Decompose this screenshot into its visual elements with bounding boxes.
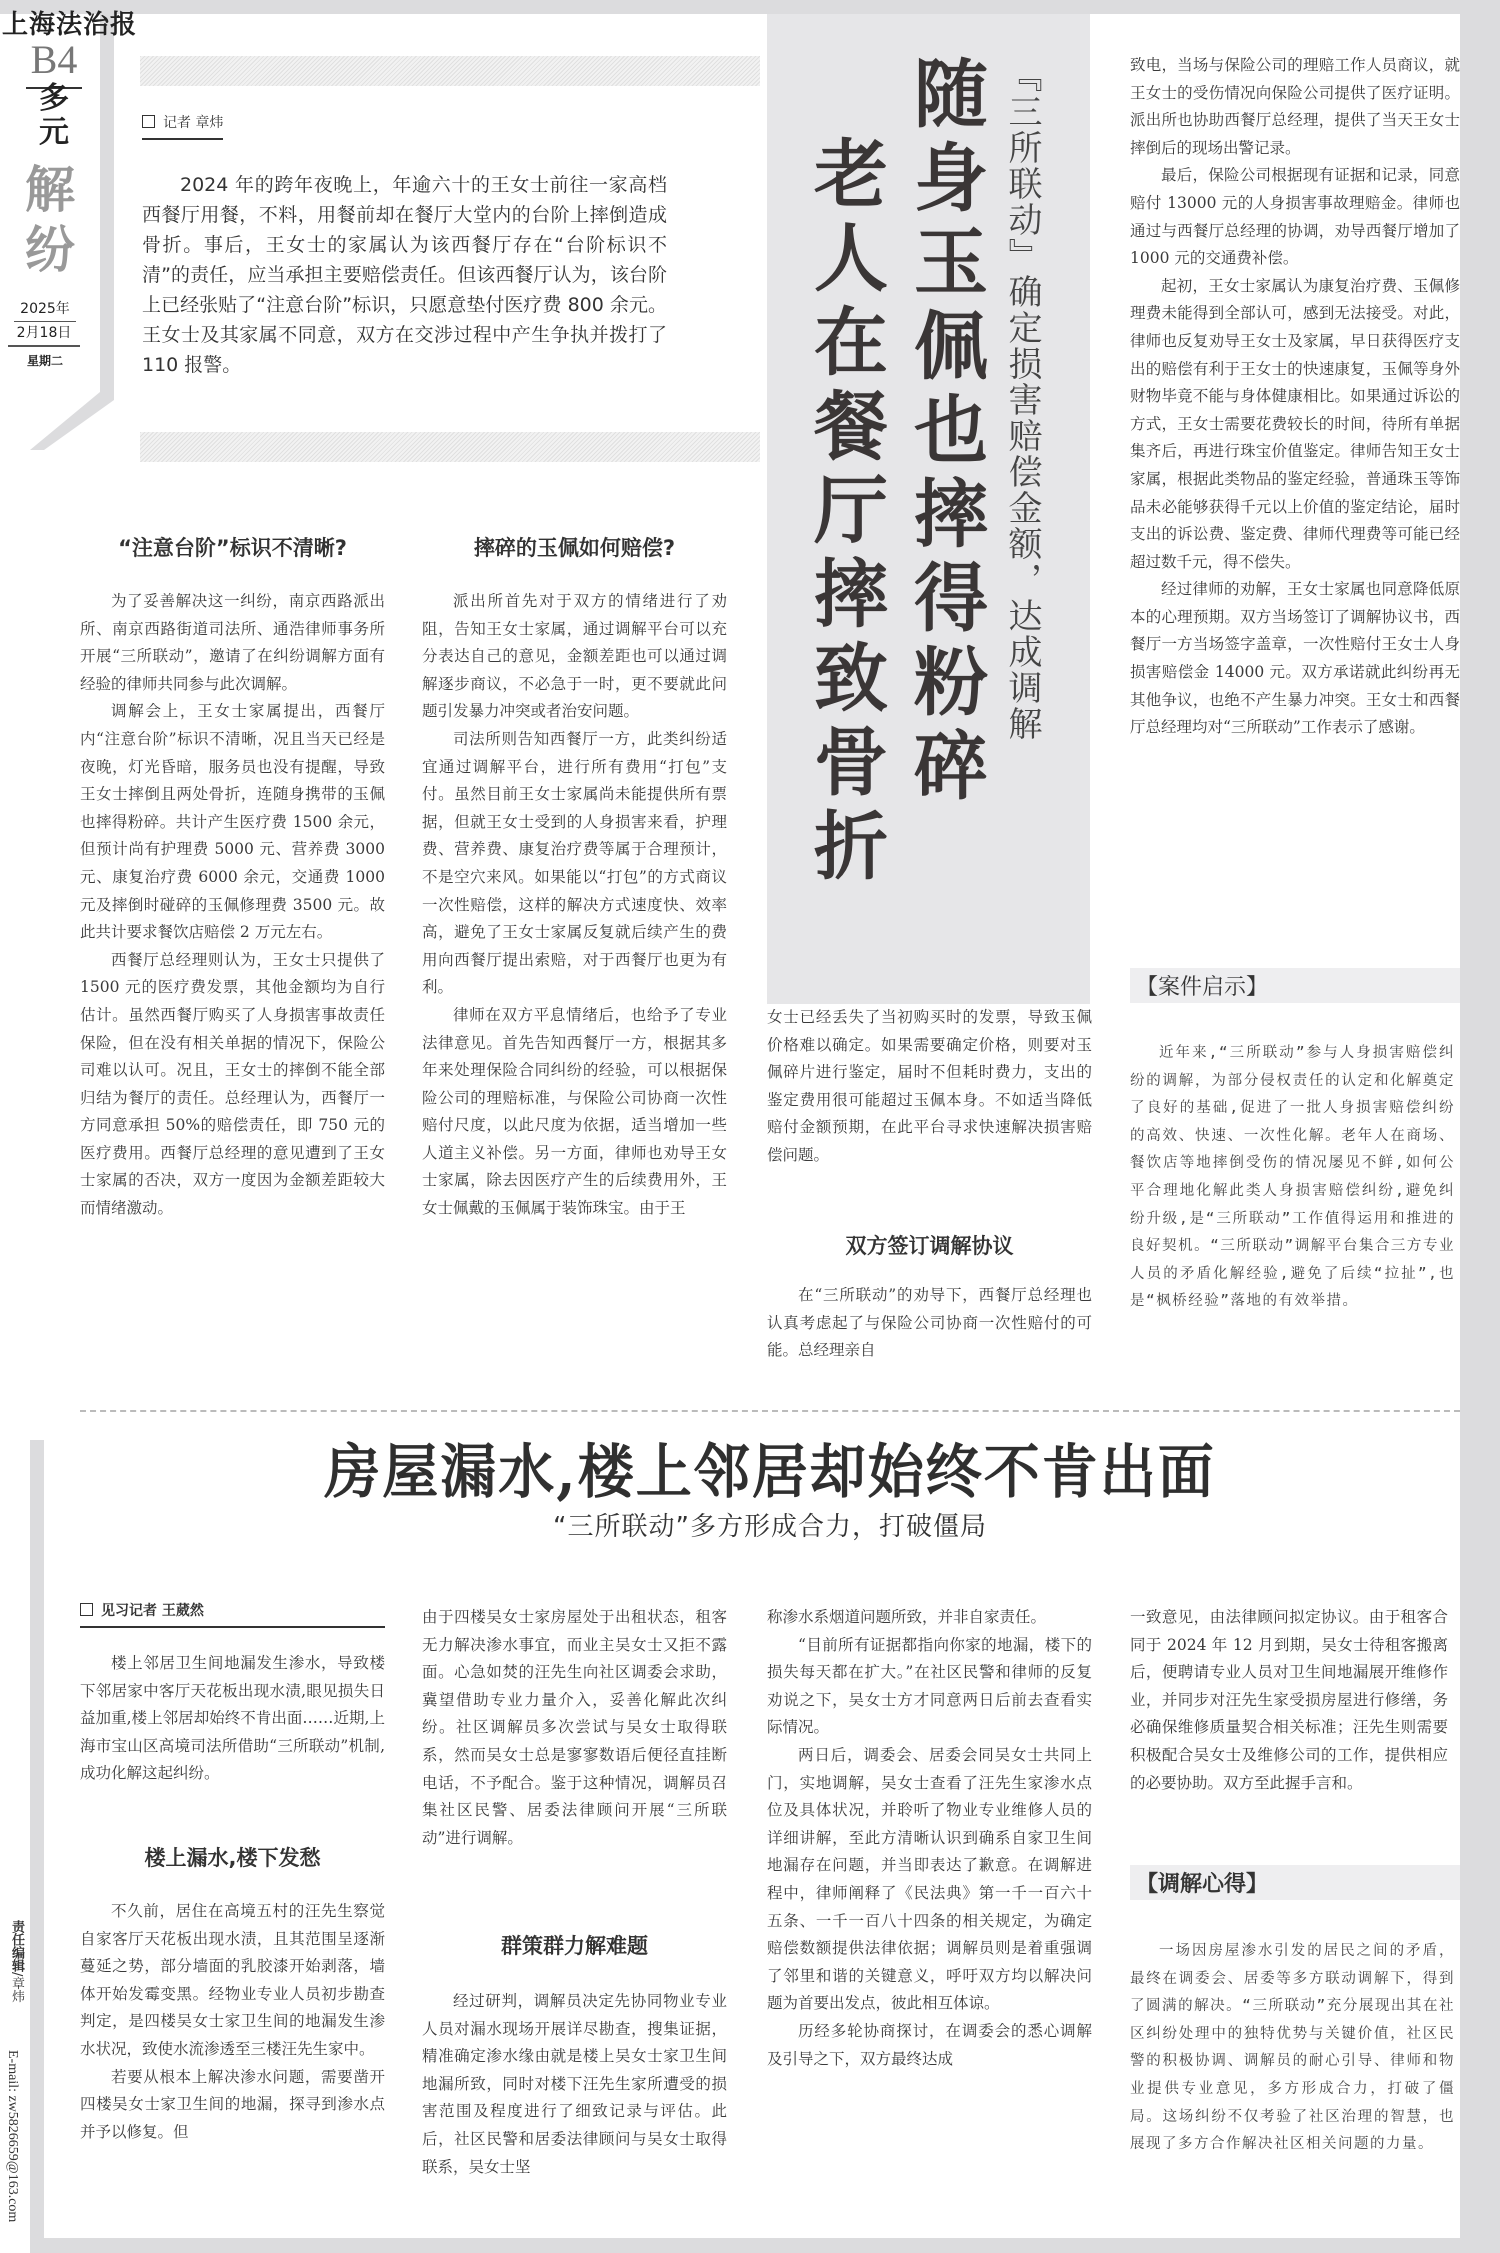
page-number: B4 (26, 36, 82, 89)
section-heading: 摔碎的玉佩如何赔偿? (473, 536, 676, 560)
square-bullet-icon (142, 115, 155, 128)
article1-column-1 (80, 588, 385, 1223)
page-frame-bottom (30, 2238, 1500, 2253)
editor-email[interactable]: E-mail: zw5826659@163.com (5, 2050, 20, 2223)
section-title-primary: 多元 (39, 81, 69, 150)
article1-column-3-lower (767, 1282, 1092, 1365)
byline-text: 见习记者 王葳然 (101, 1603, 204, 1619)
article1-headline-line2: 老人在餐厅摔致骨折 (802, 135, 888, 891)
commentary-heading: 【案件启示】 (1130, 968, 1460, 1003)
article1-headline-line1: 随身玉佩也摔得粉碎 (902, 55, 988, 811)
paragraph: 不久前，居住在高境五村的汪先生察觉自家客厅天花板出现水渍，且其范围呈逐渐蔓延之势，部分墙面的乳胶漆开始剥落，墙体开始发霉变黑。经物业专业人员初步勘查判定，是四楼吴女士家卫生间的地漏发生渗水状况，致使水流渗透至三楼汪先生家中。 (80, 1902, 385, 2058)
paragraph: 致电，当场与保险公司的理赔工作人员商议，就王女士的受伤情况向保险公司提供了医疗证明。派出所也协助西餐厅总经理，提供了当天王女士摔倒后的现场出警记录。 (1130, 56, 1460, 157)
paragraph: 若要从根本上解决渗水问题，需要凿开四楼吴女士家卫生间的地漏，探寻到渗水点并予以修复。但 (80, 2067, 385, 2141)
paragraph: 在“三所联动”的劝导下，西餐厅总经理也认真考虑起了与保险公司协商一次性赔付的可能。总经理亲自 (767, 1286, 1092, 1360)
paragraph: 派出所首先对于双方的情绪进行了劝阻，告知王女士家属，通过调解平台可以充分表达自己的意见，金额差距也可以通过调解逐步商议，不必急于一时，更不要就此问题引发暴力冲突或者治安问题。 (422, 592, 727, 721)
article1-subheadline: 『三所联动』确定损害赔偿金额，达成调解 (1002, 58, 1042, 742)
article2-commentary (1130, 1938, 1455, 2159)
paragraph: 起初，王女士家属认为康复治疗费、玉佩修理费未能得到全部认可，感到无法接受。对此，律师也反复劝导王女士及家属，早日获得医疗支出的赔偿有利于王女士的快速康复，玉佩等身外财物毕竟不能与身体健康相比。如果通过诉讼的方式，王女士需要花费较长的时间，待所有单据集齐后，再进行珠宝价值鉴定。律师告知王女士家属，根据此类物品的鉴定经验，普通珠玉等饰品未必能够获得千元以上价值的鉴定结论，届时支出的诉讼费、鉴定费、律师代理费等可能已经超过数千元，得不偿失。 (1130, 276, 1460, 571)
article1-intro: 2024 年的跨年夜晚上，年逾六十的王女士前往一家高档西餐厅用餐，不料，用餐前却在餐厅大堂内的台阶上摔倒造成骨折。事后，王女士的家属认为该西餐厅存在“台阶标识不清”的责任，应当承担主要赔偿责任。但该西餐厅认为，该台阶上已经张贴了“注意台阶”标识，只愿意垫付医疗费 800 余元。王女士及其家属不同意，双方在交涉过程中产生争执并拨打了 110 报警。 (142, 174, 667, 376)
page-frame-left-lower (30, 1440, 44, 2240)
commentary-text: 一场因房屋渗水引发的居民之间的矛盾，最终在调委会、居委等多方联动调解下，得到了圆满的解决。“三所联动”充分展现出其在社区纠纷处理中的独特优势与关键价值，社区民警的积极协调、调解员的耐心引导、律师和物业提供专业意见，多方形成合力，打破了僵局。这场纠纷不仅考验了社区治理的智慧，也展现了多方合作解决社区相关问题的力量。 (1130, 1943, 1455, 2153)
paragraph: 楼上邻居卫生间地漏发生渗水，导致楼下邻居家中客厅天花板出现水渍,眼见损失日益加重,楼上邻居却始终不肯出面……近期,上海市宝山区高境司法所借助“三所联动”机制,成功化解这起纠纷。 (80, 1654, 385, 1783)
commentary-text: 近年来,“三所联动”参与人身损害赔偿纠纷的调解，为部分侵权责任的认定和化解奠定了良好的基础,促进了一批人身损害赔偿纠纷的高效、快速、一次性化解。老年人在商场、餐饮店等地摔倒受伤的情况屡见不鲜,如何公平合理地化解此类人身损害赔偿纠纷,避免纠纷升级,是“三所联动”工作值得运用和推进的良好契机。“三所联动”调解平台集合三方专业人员的矛盾化解经验,避免了后续“拉扯”,也是“枫桥经验”落地的有效举措。 (1130, 1045, 1455, 1310)
editor-name: /章炜 (9, 1972, 24, 2003)
newspaper-name: 上海法治报 (2, 10, 138, 40)
article1-column-3 (767, 1004, 1092, 1170)
article2-byline (80, 1600, 385, 1628)
article1-commentary (1130, 1040, 1455, 1316)
section-heading: 楼上漏水,楼下发愁 (144, 1846, 321, 1870)
commentary-heading: 【调解心得】 (1130, 1865, 1460, 1900)
section-title-secondary: 解纷 (25, 160, 75, 279)
article2-column-2-lower (422, 1988, 727, 2181)
paragraph: 司法所则告知西餐厅一方，此类纠纷适宜通过调解平台，进行所有费用“打包”支付。虽然目前王女士家属尚未能提供所有票据，但就王女士受到的人身损害来看，护理费、营养费、康复治疗费等属于合理预计，不是空穴来风。如果能以“打包”的方式商议一次性赔偿，这样的解决方式速度快、效率高，避免了王女士家属反复就后续产生的费用向西餐厅提出索赔，对于西餐厅也更为有利。 (422, 729, 727, 997)
article2-headline: 房屋漏水,楼上邻居却始终不肯出面 (324, 1437, 1216, 1507)
page-frame-right (1460, 14, 1500, 2253)
article1-byline (142, 112, 223, 140)
paragraph: 女士已经丢失了当初购买时的发票，导致玉佩价格难以确定。如果需要确定价格，则要对玉佩碎片进行鉴定，届时不但耗时费力，支出的鉴定费用很可能超过玉佩本身。不如适当降低赔付金额预期，在此平台寻求快速解决损害赔偿问题。 (767, 1008, 1092, 1164)
paragraph: 称渗水系烟道问题所致，并非自家责任。 (767, 1608, 1047, 1626)
article2-column-4 (1130, 1604, 1448, 1797)
paragraph: 经过研判，调解员决定先协同物业专业人员对漏水现场开展详尽勘查，搜集证据，精准确定渗水缘由就是楼上吴女士家卫生间地漏所致，同时对楼下汪先生家所遭受的损害范围及程度进行了细致记录与评估。此后，社区民警和居委法律顾问与吴女士取得联系，吴女士坚 (422, 1992, 727, 2176)
paragraph: 调解会上，王女士家属提出，西餐厅内“注意台阶”标识不清晰，况且当天已经是夜晚，灯光昏暗，服务员也没有提醒，导致王女士摔倒且两处骨折，连随身携带的玉佩也摔得粉碎。共计产生医疗费 1500 余元，但预计尚有护理费 5000 元、营养费 3000 元、康复治疗费 6000 余元，交通费 1000 元及摔倒时碰碎的玉佩修理费 3500 元。故此共计要求餐饮店赔偿 2 万元左右。 (80, 702, 385, 942)
article2-column-2 (422, 1604, 727, 1852)
section-heading: “注意台阶”标识不清晰? (118, 536, 347, 560)
square-bullet-icon (80, 1603, 93, 1616)
article2-subheadline: “三所联动”多方形成合力，打破僵局 (553, 1512, 987, 1542)
issue-year: 2025年 (14, 298, 76, 322)
paragraph: 律师在双方平息情绪后，也给予了专业法律意见。首先告知西餐厅一方，根据其多年来处理保险合同纠纷的经验，可以根据保险公司的理赔标准，与保险公司协商一次性赔付尺度，以此尺度为依据，适当增加一些人道主义补偿。另一方面，律师也劝导王女士家属，除去因医疗产生的后续费用外，王女士佩戴的玉佩属于装饰珠宝。由于王 (422, 1005, 727, 1218)
paragraph: “目前所有证据都指向你家的地漏，楼下的损失每天都在扩大。”在社区民警和律师的反复劝说之下，吴女士方才同意两日后前去查看实际情况。 (767, 1635, 1092, 1737)
paragraph: 最后，保险公司根据现有证据和记录，同意赔付 13000 元的人身损害事故理赔金。律师也通过与西餐厅总经理的协调，劝导西餐厅增加了 1000 元的交通费补偿。 (1130, 166, 1460, 268)
paragraph: 一致意见，由法律顾问拟定协议。由于租客合同于 2024 年 12 月到期，吴女士待租客搬离后，便聘请专业人员对卫生间地漏展开维修作业，并同步对汪先生家受损房屋进行修缮，务必确保维修质量契合相关标准；汪先生则需要积极配合吴女士及维修公司的工作，提供相应的必要协助。双方至此握手言和。 (1130, 1608, 1448, 1792)
article2-column-1-lower (80, 1898, 385, 2146)
issue-date: 2月18日 (8, 322, 80, 347)
article1-column-4 (1130, 52, 1460, 742)
section-heading: 群策群力解难题 (501, 1934, 648, 1958)
article2-column-1 (80, 1650, 385, 1788)
byline-text: 记者 章炜 (163, 115, 224, 131)
issue-weekday: 星期二 (26, 354, 63, 368)
paragraph: 西餐厅总经理则认为，王女士只提供了 1500 元的医疗费发票，其他金额均为自行估计。虽然西餐厅购买了人身损害事故责任保险，但在没有相关单据的情况下，保险公司难以认可。况且，王女士的摔倒不能全部归结为餐厅的责任。总经理认为，西餐厅一方同意承担 50%的赔偿责任，即 750 元的医疗费用。西餐厅总经理的意见遭到了王女士家属的否决，双方一度因为金额差距较大而情绪激动。 (80, 950, 385, 1218)
decorative-hatch-bar (140, 432, 760, 462)
page-frame-top (0, 0, 1500, 14)
decorative-hatch-bar (140, 56, 760, 86)
article2-column-3 (767, 1604, 1092, 2073)
editor-label: 责任编辑 (9, 1920, 24, 1972)
paragraph: 为了妥善解决这一纠纷，南京西路派出所、南京西路街道司法所、通浩律师事务所开展“三所联动”，邀请了在纠纷调解方面有经验的律师共同参与此次调解。 (80, 592, 385, 693)
article-divider (80, 1410, 1460, 1412)
editor-credit (2, 1920, 26, 2002)
article1-column-2 (422, 588, 727, 1223)
paragraph: 历经多轮协商探讨，在调委会的悉心调解及引导之下，双方最终达成 (767, 2021, 1092, 2068)
paragraph: 经过律师的劝解，王女士家属也同意降低原本的心理预期。双方当场签订了调解协议书，西餐厅一方当场签字盖章，一次性赔付王女士人身损害赔偿金 14000 元。双方承诺就此纠纷再无其他争议，也绝不产生暴力冲突。王女士和西餐厅总经理均对“三所联动”工作表示了感谢。 (1130, 580, 1460, 737)
paragraph: 两日后，调委会、居委会同吴女士共同上门，实地调解，吴女士查看了汪先生家渗水点位及具体状况，并聆听了物业专业维修人员的详细讲解，至此方清晰认识到确系自家卫生间地漏存在问题，并当即表达了歉意。在调解进程中，律师阐释了《民法典》第一千一百六十五条、一千一百八十四条的相关规定，为确定赔偿数额提供法律依据；调解员则是着重强调了邻里和谐的关键意义，呼吁双方均以解决问题为首要出发点，彼此相互体谅。 (767, 1745, 1092, 2013)
section-heading: 双方签订调解协议 (845, 1234, 1014, 1258)
paragraph: 由于四楼吴女士家房屋处于出租状态，租客无力解决渗水事宜，而业主吴女士又拒不露面。心急如焚的汪先生向社区调委会求助，冀望借助专业力量介入，妥善化解此次纠纷。社区调解员多次尝试与吴女士取得联系，然而吴女士总是寥寥数语后便径直挂断电话，不予配合。鉴于这种情况，调解员召集社区民警、居委法律顾问开展“三所联动”进行调解。 (422, 1608, 727, 1847)
